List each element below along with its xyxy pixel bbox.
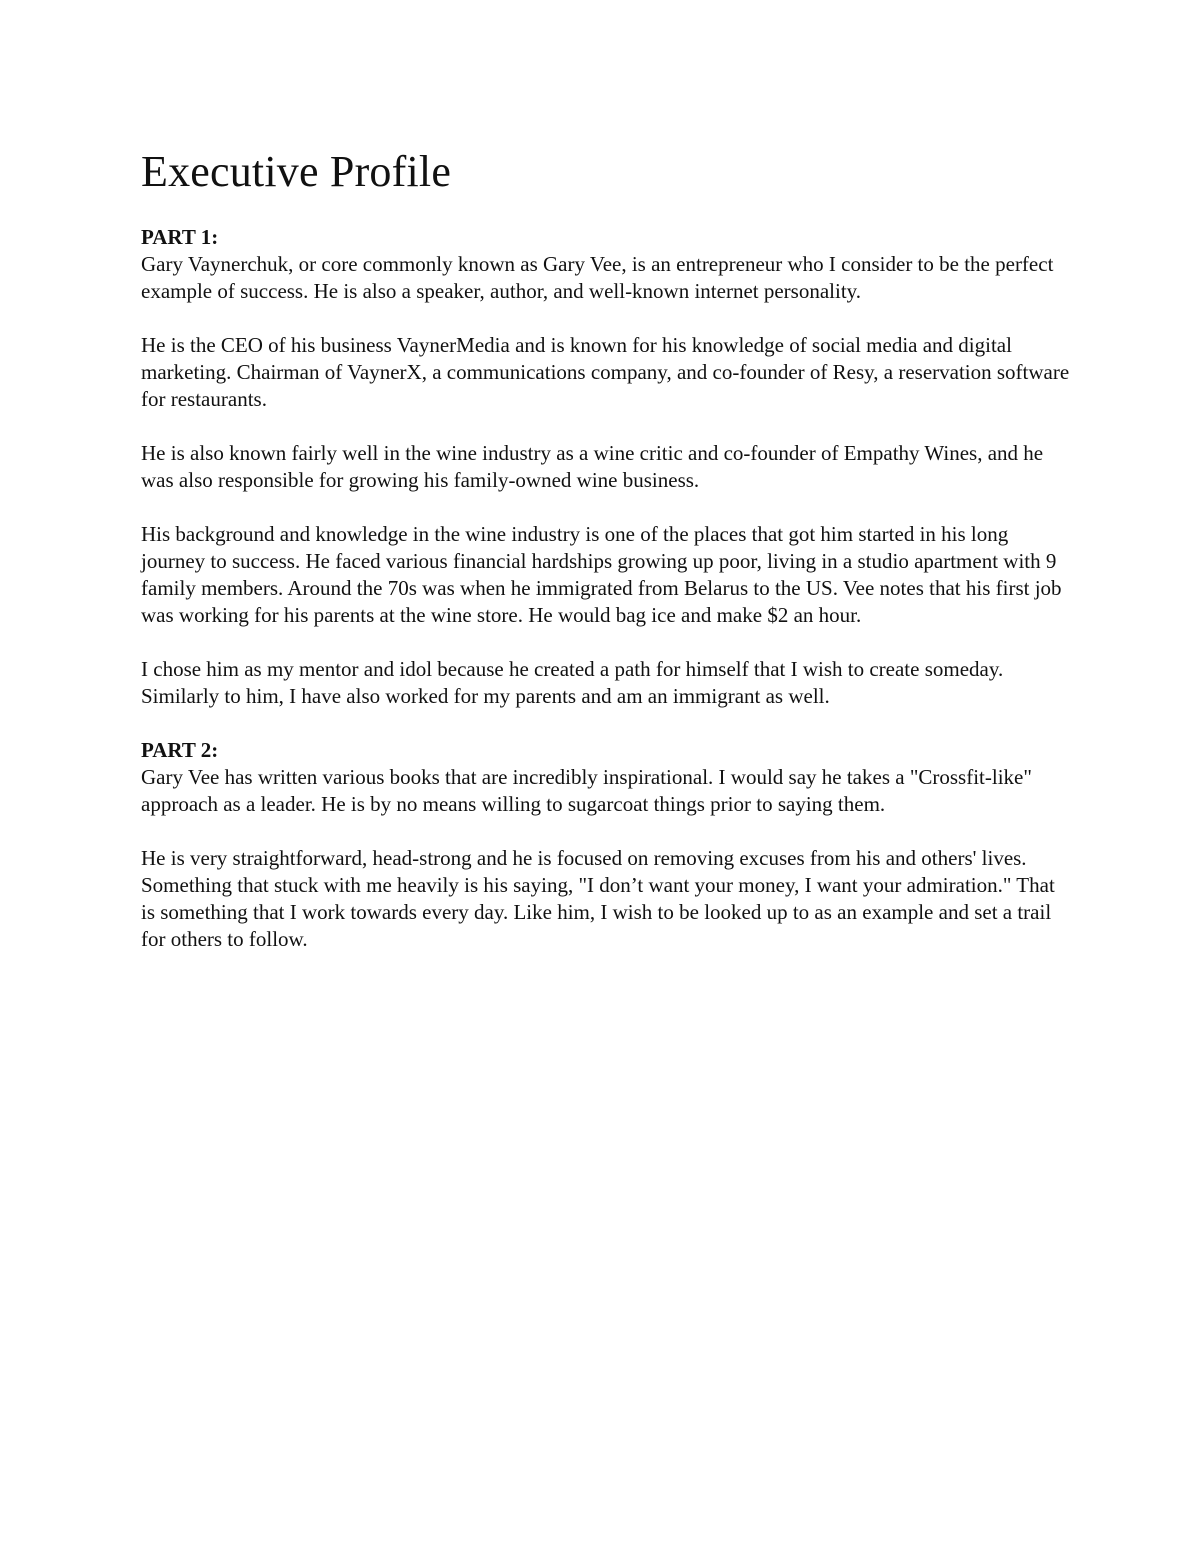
paragraph: Gary Vaynerchuk, or core commonly known as Gary Vee, is an entrepreneur who I consider to be the perfect example of success. He is also a speaker, author, and well-known internet personality. xyxy=(141,252,1054,303)
document-body xyxy=(141,146,1071,953)
paragraph: He is the CEO of his business VaynerMedia and is known for his knowledge of social media and digital marketing. Chairman of VaynerX, a communications company, and co-founder of Resy, a reservation software for restaurants. xyxy=(141,333,1070,411)
section-part-1 xyxy=(141,224,1071,710)
paragraph: His background and knowledge in the wine industry is one of the places that got him started in his long journey to success. He faced various financial hardships growing up poor, living in a studio apartment with 9 family members. Around the 70s was when he immigrated from Belarus to the US. Vee notes that his first job was working for his parents at the wine store. He would bag ice and make $2 an hour. xyxy=(141,522,1062,627)
section-part-2 xyxy=(141,737,1071,953)
paragraph: He is also known fairly well in the wine industry as a wine critic and co-founder of Empathy Wines, and he was also responsible for growing his family-owned wine business. xyxy=(141,441,1044,492)
paragraph: Gary Vee has written various books that are incredibly inspirational. I would say he takes a "Crossfit-like" approach as a leader. He is by no means willing to sugarcoat things prior to saying them. xyxy=(141,765,1032,816)
section-heading-part-2: PART 2: xyxy=(141,738,219,762)
page-title: Executive Profile xyxy=(141,147,452,196)
paragraph: I chose him as my mentor and idol because he created a path for himself that I wish to create someday. Similarly to him, I have also worked for my parents and am an immigrant as well. xyxy=(141,657,1004,708)
section-heading-part-1: PART 1: xyxy=(141,225,219,249)
paragraph: He is very straightforward, head-strong and he is focused on removing excuses from his and others' lives. Something that stuck with me heavily is his saying, "I don’t want your money, I want your admiration." That is something that I work towards every day. Like him, I wish to be looked up to as an example and set a trail for others to follow. xyxy=(141,846,1055,951)
